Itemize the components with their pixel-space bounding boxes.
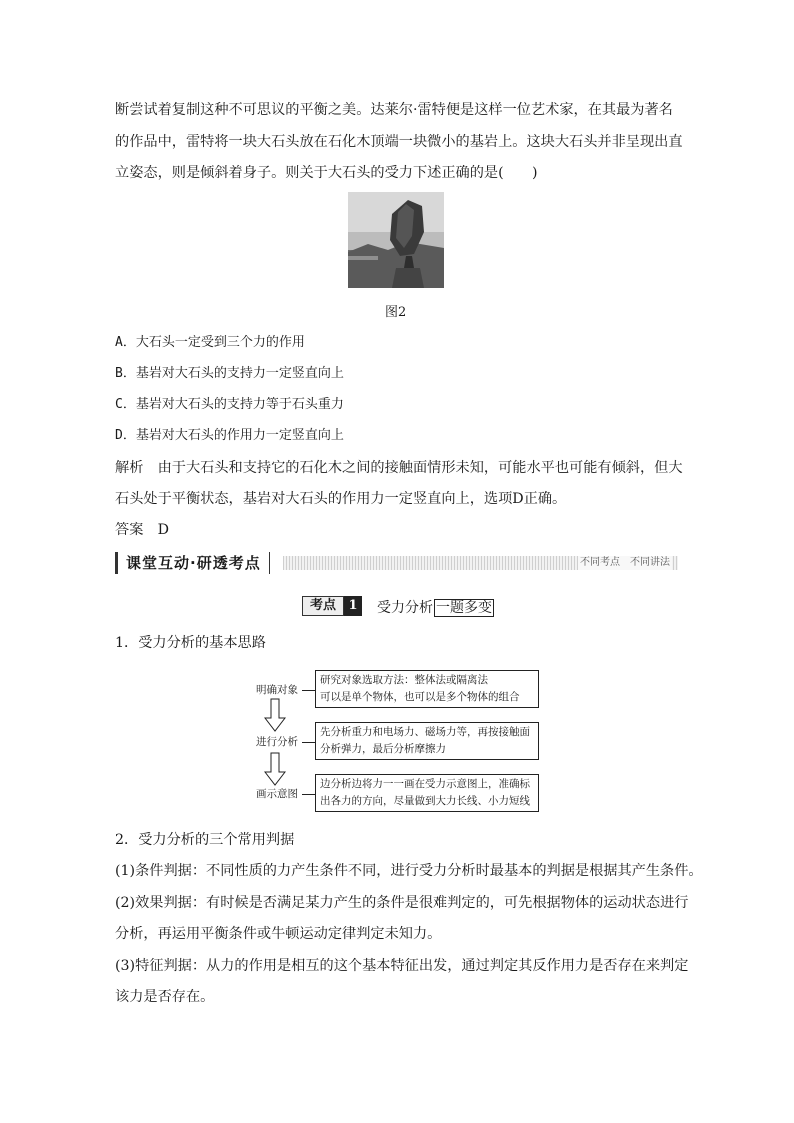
criterion-3-line-2: 该力是否存在。 [115, 989, 215, 1005]
flow-label-1: 明确对象 [256, 684, 298, 696]
flow-label-3: 画示意图 [256, 788, 298, 800]
criterion-2-line-2: 分析，再运用平衡条件或牛顿运动定律判定未知力。 [115, 926, 442, 942]
analysis-line-2: 石头处于平衡状态，基岩对大石头的作用力一定竖直向上，选项D正确。 [115, 491, 567, 507]
kaodian-number: 1 [344, 596, 362, 616]
flow-box-2 [315, 722, 539, 760]
section1-heading: 1．受力分析的基本思路 [115, 635, 266, 651]
flow-box-1-line-1: 研究对象选取方法：整体法或隔离法 [320, 674, 488, 686]
flow-connector-3 [302, 794, 315, 795]
option-d: D．基岩对大石头的作用力一定竖直向上 [115, 428, 344, 443]
figure-caption: 图2 [385, 305, 407, 320]
section-banner [115, 552, 678, 574]
flow-box-3 [315, 774, 539, 812]
kaodian-title-wrap [377, 597, 494, 617]
analysis-line-1: 解析 由于大石头和支持它的石化木之间的接触面情形未知，可能水平也可能有倾斜，但大 [115, 460, 683, 476]
criterion-1: (1)条件判据：不同性质的力产生条件不同，进行受力分析时最基本的判据是根据其产生条件。 [115, 863, 703, 879]
kaodian-tag: 一题多变 [436, 600, 492, 616]
kaodian-title: 受力分析 [377, 600, 433, 616]
flow-connector-1 [302, 690, 315, 691]
flow-box-1 [315, 670, 539, 708]
section2-heading: 2．受力分析的三个常用判据 [115, 832, 295, 848]
down-arrow-icon [264, 752, 286, 786]
banner-note: 不同考点 不同讲法 [580, 557, 670, 568]
flow-box-2-line-1: 先分析重力和电场力、磁场力等，再按接触面 [320, 726, 530, 738]
flow-box-3-line-2: 出各力的方向，尽量做到大力长线、小力短线 [320, 795, 530, 807]
option-a: A．大石头一定受到三个力的作用 [115, 335, 305, 350]
option-c: C．基岩对大石头的支持力等于石头重力 [115, 397, 344, 412]
answer: 答案 D [115, 522, 169, 538]
option-b: B．基岩对大石头的支持力一定竖直向上 [115, 366, 344, 381]
balanced-rock-photo [348, 192, 444, 288]
down-arrow-icon [264, 698, 286, 732]
question-text-line-3: 立姿态，则是倾斜着身子。则关于大石头的受力下述正确的是( ) [115, 165, 538, 181]
flow-connector-2 [302, 742, 315, 743]
kaodian-label: 考点 [302, 596, 344, 616]
banner-title: 课堂互动·研透考点 [115, 552, 270, 574]
criterion-3-line-1: (3)特征判据：从力的作用是相互的这个基本特征出发，通过判定其反作用力是否存在来判定 [115, 958, 689, 974]
question-text-line-2: 的作品中，雷特将一块大石头放在石化木顶端一块微小的基岩上。这块大石头并非呈现出直 [115, 134, 683, 150]
flow-label-2: 进行分析 [256, 736, 298, 748]
balanced-rock-illustration [348, 192, 444, 288]
flow-box-2-line-2: 分析弹力，最后分析摩擦力 [320, 743, 446, 755]
flow-box-3-line-1: 边分析边将力一一画在受力示意图上，准确标 [320, 778, 530, 790]
flow-box-1-line-2: 可以是单个物体，也可以是多个物体的组合 [320, 691, 520, 703]
criterion-2-line-1: (2)效果判据：有时候是否满足某力产生的条件是很难判定的，可先根据物体的运动状态进行 [115, 895, 689, 911]
question-text-line-1: 断尝试着复制这种不可思议的平衡之美。达莱尔·雷特便是这样一位艺术家，在其最为著名 [115, 102, 673, 118]
